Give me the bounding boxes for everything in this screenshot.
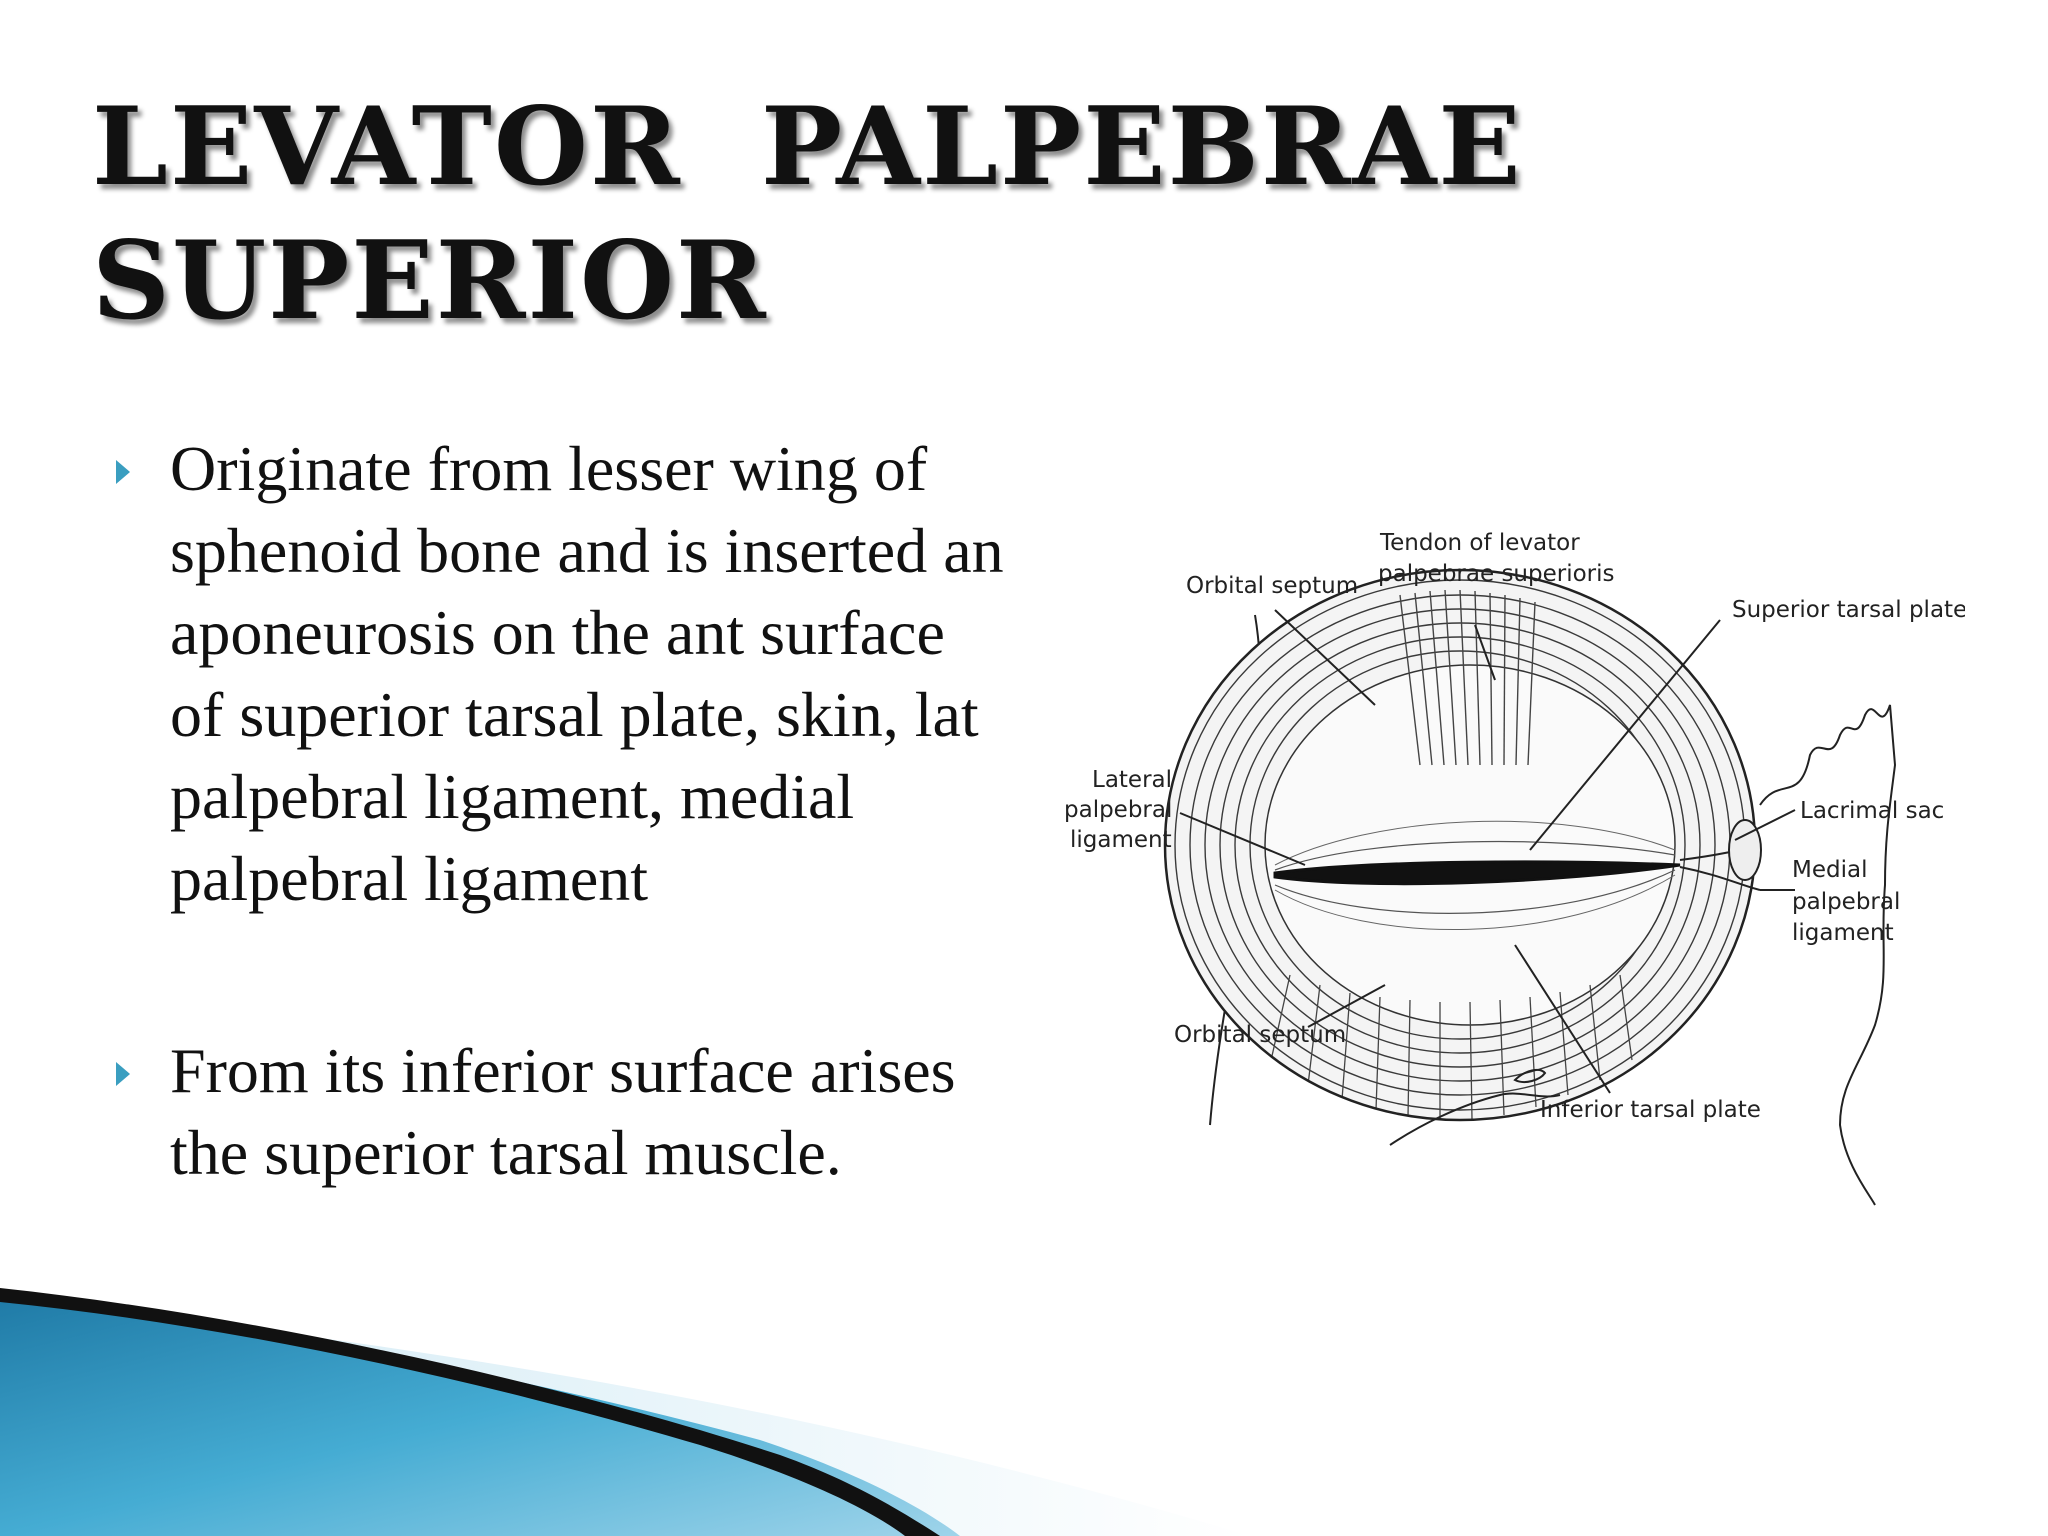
label-lateral-line-2: palpebral (1064, 797, 1173, 823)
bullet-text: From its inferior surface arises the superior tarsal muscle. (170, 1035, 956, 1188)
label-inferior-tarsal-plate: Inferior tarsal plate (1540, 1097, 1761, 1123)
slide-title (92, 80, 1523, 348)
label-tendon-line-1: Tendon of levator (1380, 530, 1580, 556)
title-line-2: SUPERIOR (92, 218, 768, 344)
bullet-arrow-icon (116, 1062, 130, 1086)
skin-outline-right (1760, 705, 1895, 1205)
bullet-arrow-icon (116, 460, 130, 484)
label-lateral-line-1: Lateral (1092, 767, 1173, 793)
bullet-list (110, 428, 1010, 1194)
label-orbital-septum-top: Orbital septum (1186, 573, 1359, 599)
label-tendon-line-2: palpebrae superioris (1378, 561, 1615, 587)
label-medial-line-3: ligament (1792, 920, 1894, 946)
eyelid-diagram (1040, 505, 1965, 1245)
bullet-item (110, 428, 1010, 920)
orbicularis-fibers (1140, 555, 1780, 1145)
label-medial-line-1: Medial (1792, 857, 1868, 883)
title-line-1: LEVATOR PALPEBRAE (92, 84, 1523, 210)
eyelid-anatomy-figure (1040, 505, 1965, 1245)
label-superior-tarsal-plate: Superior tarsal plate (1732, 597, 1965, 623)
label-orbital-septum-bottom: Orbital septum (1174, 1022, 1347, 1048)
label-lateral-line-3: ligament (1070, 827, 1172, 853)
wave-blue-band (0, 1295, 960, 1536)
bullet-item (110, 1030, 1010, 1194)
bullet-text: Originate from lesser wing of sphenoid bone and is inserted an aponeurosis on the ant surface of superior tarsal plate, skin, lat palpebral ligament, medial palpebral ligament (170, 433, 1004, 914)
label-lacrimal-sac: Lacrimal sac (1800, 798, 1945, 824)
wave-decoration (0, 1240, 2048, 1536)
label-medial-line-2: palpebral (1792, 889, 1901, 915)
